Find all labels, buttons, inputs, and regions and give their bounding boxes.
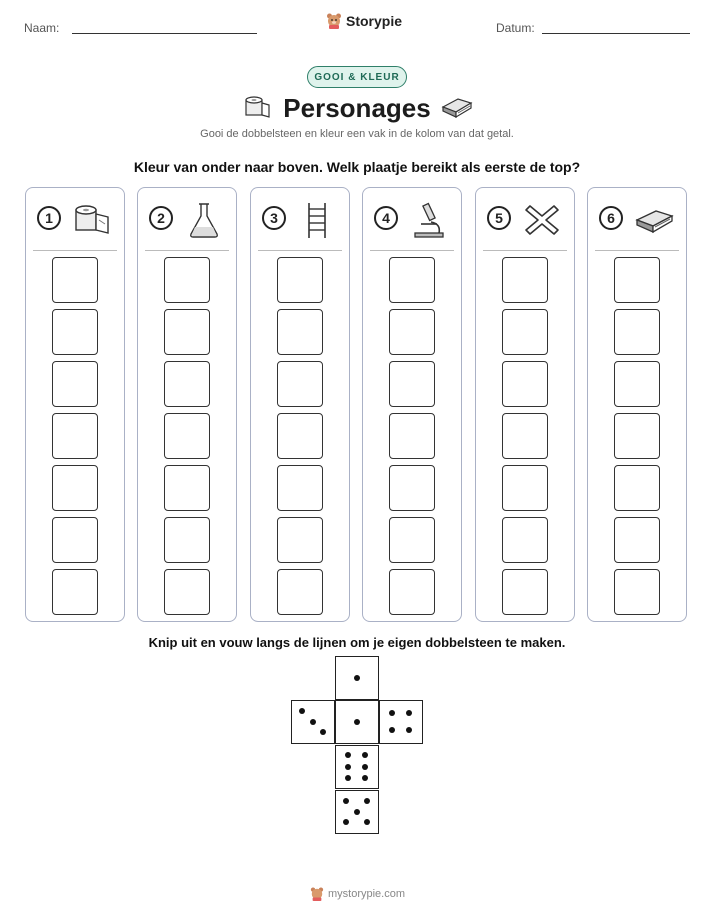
die-face-1: [335, 656, 379, 700]
die-pip: [343, 819, 349, 825]
die-pip: [362, 775, 368, 781]
die-pip: [320, 729, 326, 735]
column-divider: [145, 250, 229, 251]
die-pip: [354, 675, 360, 681]
color-box[interactable]: [389, 517, 435, 563]
column-6: [587, 187, 687, 622]
color-box[interactable]: [52, 465, 98, 511]
color-box[interactable]: [502, 569, 548, 615]
column-number: 1: [37, 206, 61, 230]
storypie-bear-icon: [310, 886, 324, 902]
column-divider: [483, 250, 567, 251]
color-box[interactable]: [502, 517, 548, 563]
die-pip: [310, 719, 316, 725]
color-box[interactable]: [277, 413, 323, 459]
color-box[interactable]: [277, 517, 323, 563]
flask-icon: [184, 200, 224, 240]
die-face-5: [335, 790, 379, 834]
color-box[interactable]: [614, 257, 660, 303]
book-icon: [440, 93, 474, 119]
column-divider: [595, 250, 679, 251]
die-pip: [389, 710, 395, 716]
column-divider: [33, 250, 117, 251]
color-box[interactable]: [164, 413, 210, 459]
die-pip: [299, 708, 305, 714]
die-face-1: [335, 700, 379, 744]
color-box[interactable]: [389, 361, 435, 407]
color-box[interactable]: [614, 569, 660, 615]
color-box[interactable]: [502, 413, 548, 459]
column-5: [475, 187, 575, 622]
color-box[interactable]: [52, 413, 98, 459]
color-box[interactable]: [389, 569, 435, 615]
color-box[interactable]: [614, 361, 660, 407]
color-box[interactable]: [614, 517, 660, 563]
color-box[interactable]: [389, 257, 435, 303]
book-icon: [634, 200, 674, 240]
color-box[interactable]: [52, 257, 98, 303]
die-face-6: [335, 745, 379, 789]
die-pip: [345, 775, 351, 781]
column-number: 2: [149, 206, 173, 230]
die-pip: [406, 710, 412, 716]
die-pip: [354, 719, 360, 725]
storypie-bear-icon: [326, 12, 342, 30]
storypie-logo: [326, 12, 402, 30]
footer-url[interactable]: mystorypie.com: [328, 888, 406, 900]
color-box[interactable]: [389, 413, 435, 459]
column-4: [362, 187, 462, 622]
color-box[interactable]: [277, 465, 323, 511]
x-mark-icon: [522, 200, 562, 240]
column-3: [250, 187, 350, 622]
color-box[interactable]: [277, 361, 323, 407]
column-divider: [258, 250, 342, 251]
color-box[interactable]: [389, 309, 435, 355]
date-label: Datum:: [496, 21, 535, 35]
die-face-3: [291, 700, 335, 744]
instructions-text: Gooi de dobbelsteen en kleur een vak in de kolom van dat getal.: [200, 128, 514, 140]
die-face-4: [379, 700, 423, 744]
die-pip: [345, 764, 351, 770]
color-box[interactable]: [164, 569, 210, 615]
color-box[interactable]: [164, 517, 210, 563]
color-box[interactable]: [614, 309, 660, 355]
color-box[interactable]: [277, 569, 323, 615]
column-1: [25, 187, 125, 622]
color-box[interactable]: [164, 309, 210, 355]
column-divider: [370, 250, 454, 251]
color-box[interactable]: [52, 309, 98, 355]
activity-badge: GOOI & KLEUR: [307, 66, 407, 88]
color-box[interactable]: [277, 257, 323, 303]
color-box[interactable]: [164, 257, 210, 303]
color-box[interactable]: [164, 465, 210, 511]
column-2: [137, 187, 237, 622]
die-pip: [354, 809, 360, 815]
die-pip: [364, 798, 370, 804]
die-pip: [389, 727, 395, 733]
die-pip: [362, 752, 368, 758]
column-number: 3: [262, 206, 286, 230]
logo-text: Storypie: [346, 13, 403, 29]
column-number: 4: [374, 206, 398, 230]
color-box[interactable]: [502, 257, 548, 303]
page-title: Personages: [283, 93, 431, 123]
microscope-icon: [409, 200, 449, 240]
die-pip: [406, 727, 412, 733]
die-pip: [345, 752, 351, 758]
column-number: 6: [599, 206, 623, 230]
toilet-paper-icon: [72, 200, 112, 240]
color-box[interactable]: [52, 361, 98, 407]
cut-instruction: Knip uit en vouw langs de lijnen om je eigen dobbelsteen te maken.: [148, 635, 566, 650]
color-box[interactable]: [614, 413, 660, 459]
color-box[interactable]: [502, 465, 548, 511]
color-box[interactable]: [389, 465, 435, 511]
name-label: Naam:: [24, 21, 60, 35]
name-line[interactable]: [72, 33, 257, 34]
color-box[interactable]: [277, 309, 323, 355]
color-box[interactable]: [52, 569, 98, 615]
color-box[interactable]: [614, 465, 660, 511]
column-number: 5: [487, 206, 511, 230]
color-box[interactable]: [164, 361, 210, 407]
die-pip: [343, 798, 349, 804]
color-box[interactable]: [502, 309, 548, 355]
date-line[interactable]: [542, 33, 690, 34]
die-pip: [364, 819, 370, 825]
question-text: Kleur van onder naar boven. Welk plaatje bereikt als eerste de top?: [133, 159, 581, 175]
color-box[interactable]: [502, 361, 548, 407]
color-box[interactable]: [52, 517, 98, 563]
ladder-icon: [297, 200, 337, 240]
die-pip: [362, 764, 368, 770]
footer: [310, 886, 405, 902]
